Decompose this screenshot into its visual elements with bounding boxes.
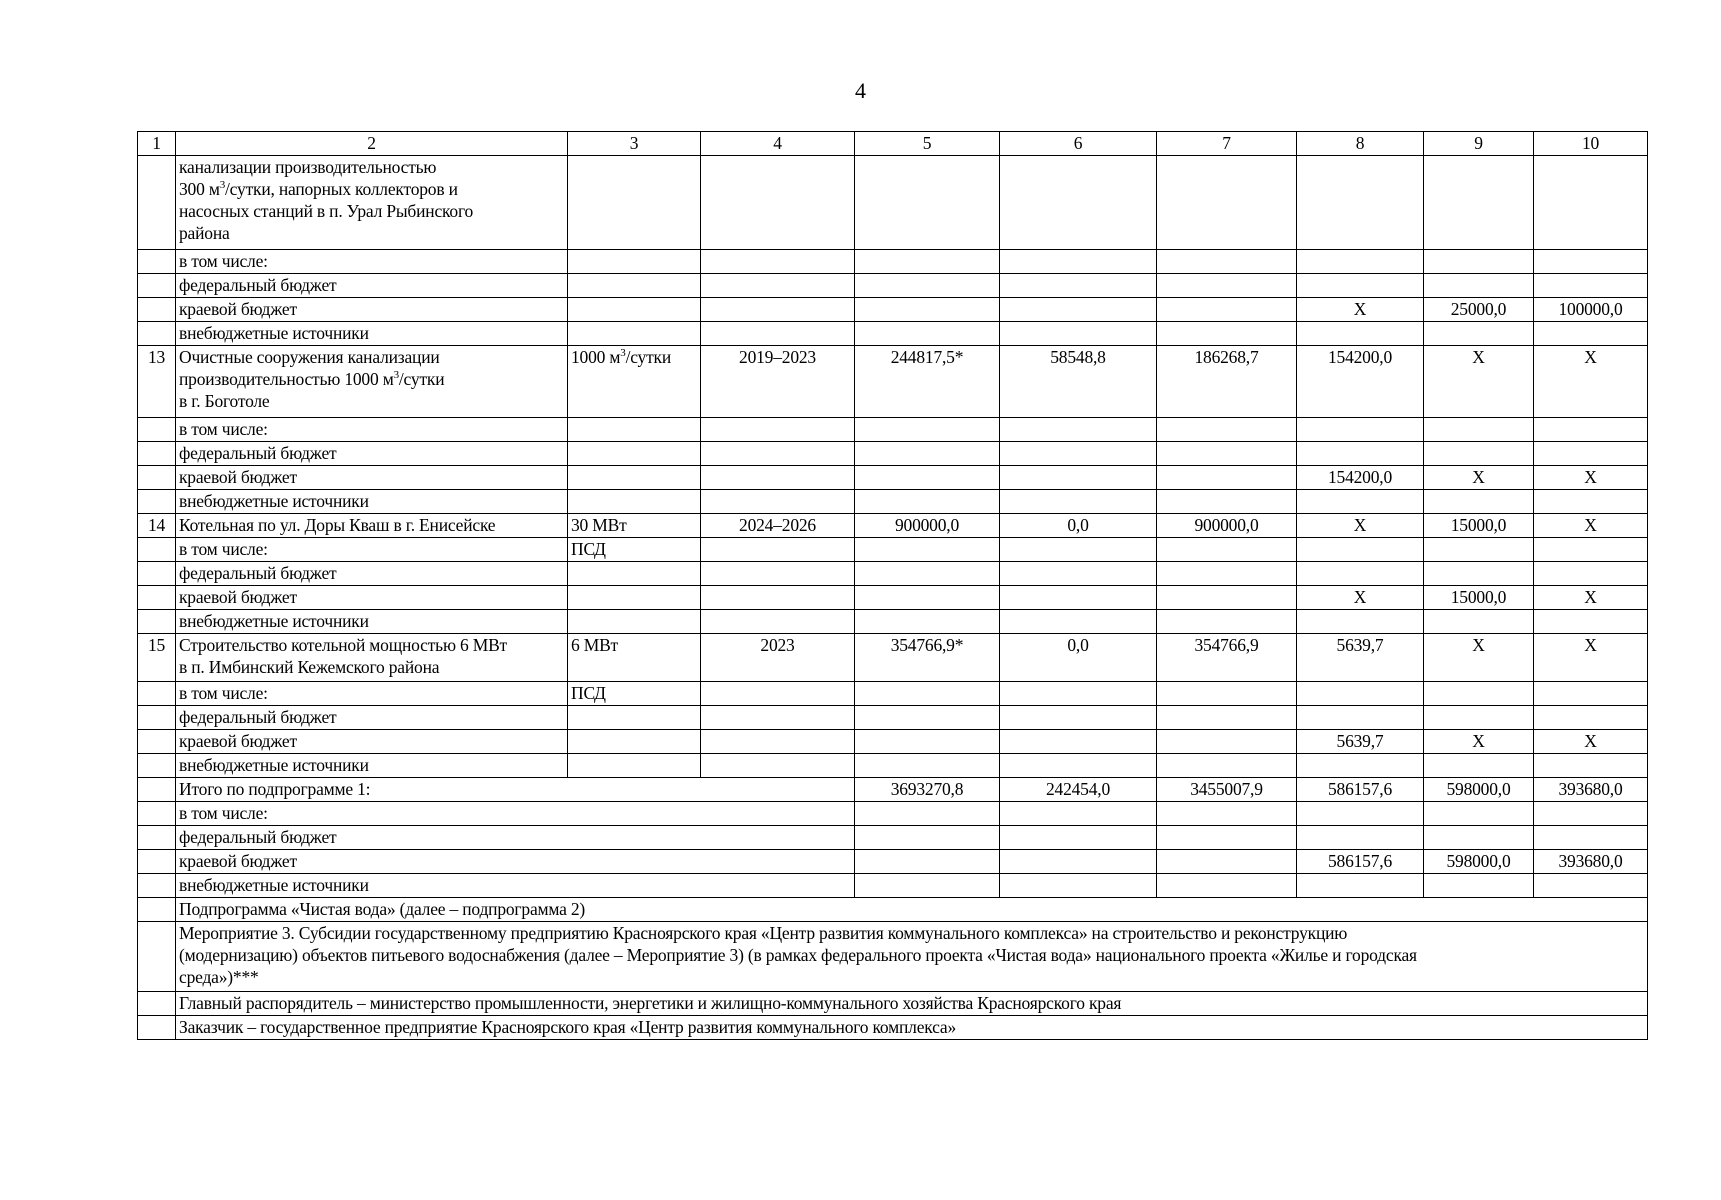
table-row: в том числе: ПСД <box>138 538 1648 562</box>
table-row: федеральный бюджет <box>138 826 1648 850</box>
item-name-cell: канализации производительностью 300 $м^3$/сутки, напорных коллекторов и насосных станций в п. Урал Рыбинского района <box>176 156 568 250</box>
col-header: 5 <box>855 132 1000 156</box>
table-row: внебюджетные источники <box>138 322 1648 346</box>
col-header: 3 <box>568 132 701 156</box>
table-row: в том числе: <box>138 250 1648 274</box>
total-row: Итого по подпрограмме 1: 3693270,8 242454,0 3455007,9 586157,6 598000,0 393680,0 <box>138 778 1648 802</box>
table-row: 14 Котельная по ул. Доры Кваш в г. Енисейске 30 МВт 2024–2026 900000,0 0,0 900000,0 X 15000,0 X <box>138 514 1648 538</box>
table-row: 15 Строительство котельной мощностью 6 МВт в п. Имбинский Кежемского района 6 МВт 2023 354766,9* 0,0 354766,9 5639,7 X X <box>138 634 1648 682</box>
col-header: 4 <box>701 132 855 156</box>
table-row: внебюджетные источники <box>138 754 1648 778</box>
table-row: краевой бюджет X 15000,0 X <box>138 586 1648 610</box>
table-row: 13 Очистные сооружения канализации производительностью 1000 $м^3$/сутки в г. Боготоле 1000 $м^3$/сутки 2019–2023 244817,5* 58548,8 186268,7 154200,0 X X <box>138 346 1648 418</box>
table-row: федеральный бюджет <box>138 706 1648 730</box>
col-header: 9 <box>1424 132 1534 156</box>
col-header: 2 <box>176 132 568 156</box>
table-row: в том числе: <box>138 802 1648 826</box>
col-header: 7 <box>1157 132 1297 156</box>
table-row: внебюджетные источники <box>138 490 1648 514</box>
table-row: федеральный бюджет <box>138 442 1648 466</box>
measure-row: Мероприятие 3. Субсидии государственному предприятию Красноярского края «Центр развития коммунального комплекса» на строительство и реконструкцию (модернизацию) объектов питьевого водоснабжения (далее – Мероприятие 3) (в рамках федерального проекта «Чистая вода» национального проекта «Жилье и городская среда»)*** <box>138 922 1648 992</box>
col-header: 8 <box>1297 132 1424 156</box>
table-row: краевой бюджет 5639,7 X X <box>138 730 1648 754</box>
table-row: в том числе: ПСД <box>138 682 1648 706</box>
col-header: 1 <box>138 132 176 156</box>
manager-row: Главный распорядитель – министерство промышленности, энергетики и жилищно-коммунального хозяйства Красноярского края <box>138 992 1648 1016</box>
table-row: федеральный бюджет <box>138 562 1648 586</box>
customer-row: Заказчик – государственное предприятие Красноярского края «Центр развития коммунального комплекса» <box>138 1016 1648 1040</box>
col-header: 6 <box>1000 132 1157 156</box>
table-row: в том числе: <box>138 418 1648 442</box>
col-header: 10 <box>1534 132 1648 156</box>
table-row: краевой бюджет 154200,0 X X <box>138 466 1648 490</box>
table-row: внебюджетные источники <box>138 874 1648 898</box>
table-row: федеральный бюджет <box>138 274 1648 298</box>
table-row: краевой бюджет X 25000,0 100000,0 <box>138 298 1648 322</box>
table-row: краевой бюджет 586157,6 598000,0 393680,0 <box>138 850 1648 874</box>
page-number: 4 <box>855 78 866 103</box>
investment-table <box>137 131 1648 1040</box>
table-row <box>138 156 1648 250</box>
header-row <box>138 132 1648 156</box>
table-row: внебюджетные источники <box>138 610 1648 634</box>
subprogram-row: Подпрограмма «Чистая вода» (далее – подпрограмма 2) <box>138 898 1648 922</box>
